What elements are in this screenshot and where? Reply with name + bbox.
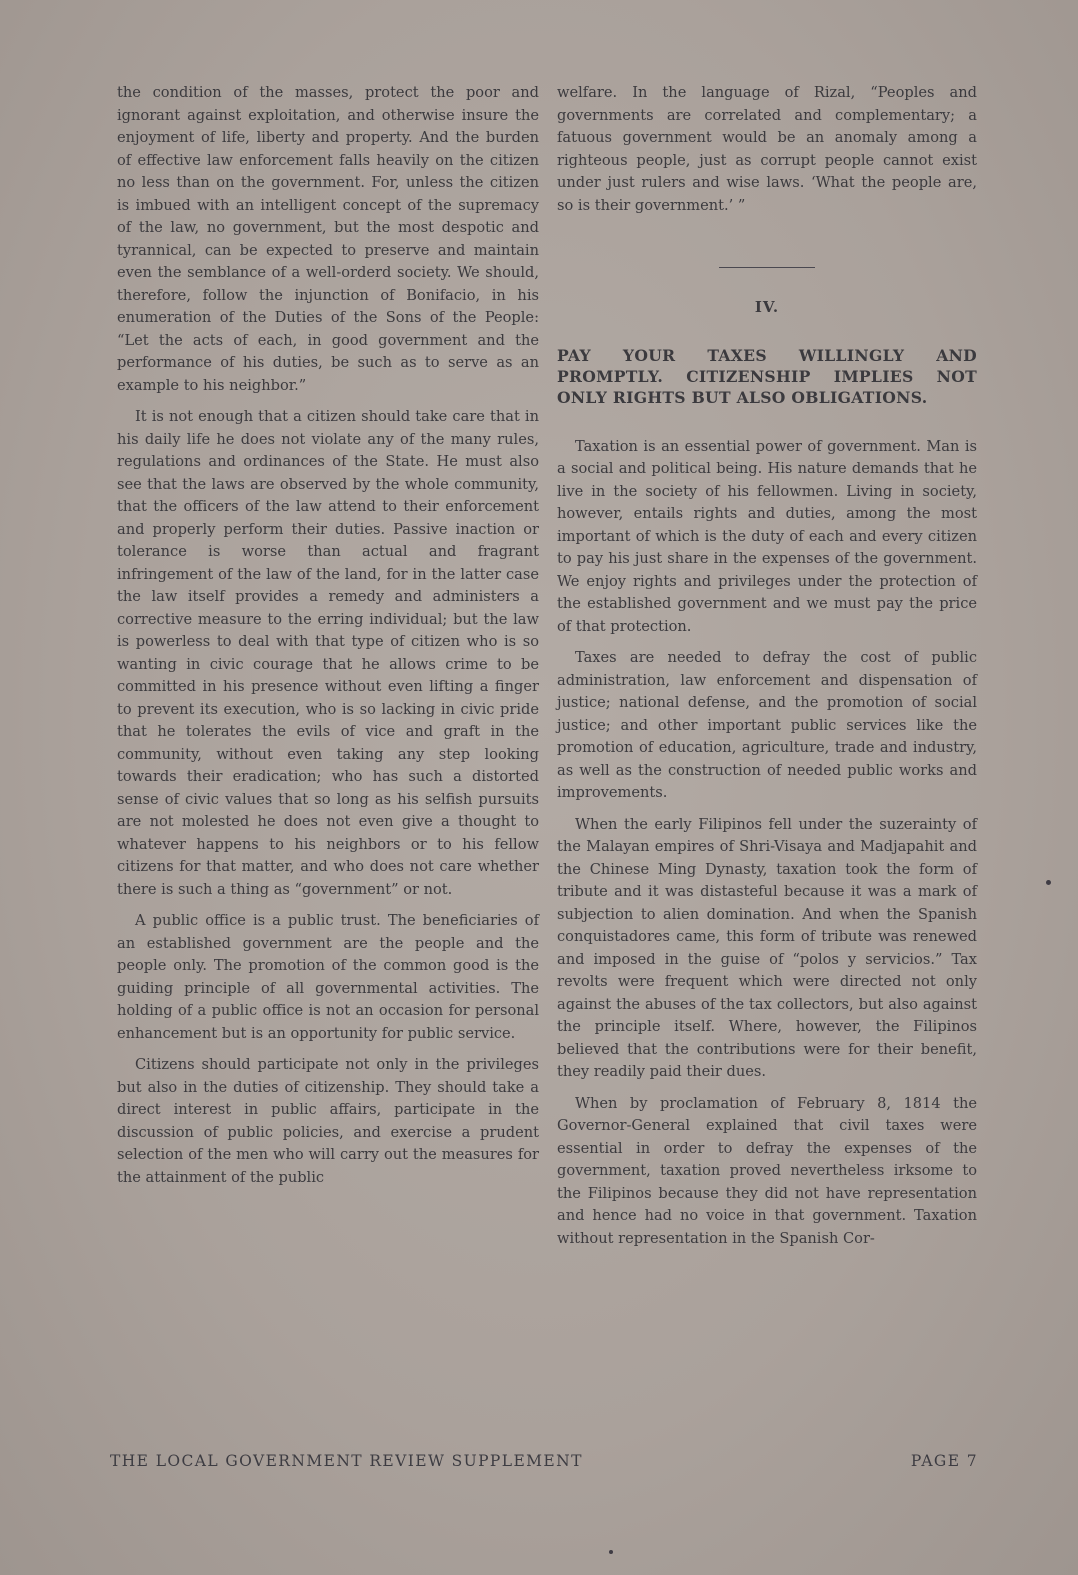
paragraph: welfare. In the language of Rizal, “Peoples and governments are correlated and complementary; a fatuous government would be an anomaly among a righteous people, just as corrupt people cannot exist under just rulers and wise laws. ‘What the people are, so is their government.’ ” — [557, 84, 977, 214]
paragraph: It is not enough that a citizen should take care that in his daily life he does not violate any of the many rules, regulations and ordinances of the State. He must also see that the laws are observed by the whole community, that the officers of the law attend to their enforcement and properly perform their duties. Passive inaction or tolerance is worse than actual and fragrant infringement of the law of the land, for in the latter case the law itself provides a remedy and administers a corrective measure to the erring individual; but the law is powerless to deal with that type of citizen who is so wanting in civic courage that he allows crime to be committed in his presence without even lifting a finger to prevent its execution, who is so lacking in civic pride that he tolerates the evils of vice and graft in the community, without even taking any step looking towards their eradication; who has such a distorted sense of civic values that so long as his selfish pursuits are not molested he does not even give a thought to whatever happens to his neighbors or to his fellow citizens for that matter, and who does not care whether there is such a thing as “government” or not. — [117, 408, 539, 898]
section-heading: PAY YOUR TAXES WILLINGLY AND PROMPTLY. CITIZENSHIP IMPLIES NOT ONLY RIGHTS BUT ALSO OBLIGATIONS. — [557, 345, 977, 407]
scan-speck — [1046, 880, 1051, 885]
paragraph: Taxes are needed to defray the cost of public administration, law enforcement and dispensation of justice; national defense, and the promotion of social justice; and other important public services like the promotion of education, agriculture, trade and industry, as well as the construction of needed public works and improvements. — [557, 649, 977, 801]
page-number: PAGE 7 — [910, 1452, 978, 1470]
section-divider — [719, 267, 815, 268]
left-column — [117, 82, 539, 1198]
paragraph: A public office is a public trust. The beneficiaries of an established government are the people and the people only. The promotion of the common good is the guiding principle of all governmental activities. The holding of a public office is not an occasion for personal enhancement but is an opportunity for public service. — [117, 912, 539, 1042]
section-number: IV. — [754, 298, 780, 316]
paragraph: Taxation is an essential power of government. Man is a social and political being. His nature demands that he live in the society of his fellowmen. Living in society, however, entails rights and duties, among the most important of which is the duty of each and every citizen to pay his just share in the expenses of the government. We enjoy rights and privileges under the protection of the established government and we must pay the price of that protection. — [557, 437, 977, 635]
publication-title: THE LOCAL GOVERNMENT REVIEW SUPPLEMENT — [110, 1452, 583, 1470]
paragraph: When by proclamation of February 8, 1814 the Governor-General explained that civil taxes were essential in order to defray the expenses of the government, taxation proved nevertheless irksome to the Filipinos because they did not have representation and hence had no voice in that government. Taxation without representation in the Spanish Cor- — [557, 1094, 977, 1247]
paragraph: the condition of the masses, protect the poor and ignorant against exploitation, and otherwise insure the enjoyment of life, liberty and property. And the burden of effective law enforcement falls heavily on the citizen no less than on the government. For, unless the citizen is imbued with an intelligent concept of the supremacy of the law, no government, but the most despotic and tyrannical, can be expected to preserve and maintain even the semblance of a well-orderd society. We should, therefore, follow the injunction of Bonifacio, in his enumeration of the Duties of the Sons of the People: “Let the acts of each, in good government and the performance of his duties, be such as to serve as an example to his neighbor.” — [117, 84, 539, 394]
paragraph: When the early Filipinos fell under the suzerainty of the Malayan empires of Shri-Visaya and Madjapahit and the Chinese Ming Dynasty, taxation took the form of tribute and it was distasteful because it was a mark of subjection to alien domination. And when the Spanish conquistadores came, this form of tribute was renewed and imposed in the guise of “polos y servicios.” Tax revolts were frequent which were directed not only against the abuses of the tax collectors, but also against the principle itself. Where, however, the Filipinos believed that the contributions were for their benefit, they readily paid their dues. — [557, 815, 977, 1080]
right-column — [557, 82, 977, 1259]
paragraph: Citizens should participate not only in the privileges but also in the duties of citizenship. They should take a direct interest in public affairs, participate in the discussion of public policies, and exercise a prudent selection of the men who will carry out the measures for the attainment of the public — [117, 1056, 539, 1186]
scan-speck — [609, 1550, 613, 1554]
